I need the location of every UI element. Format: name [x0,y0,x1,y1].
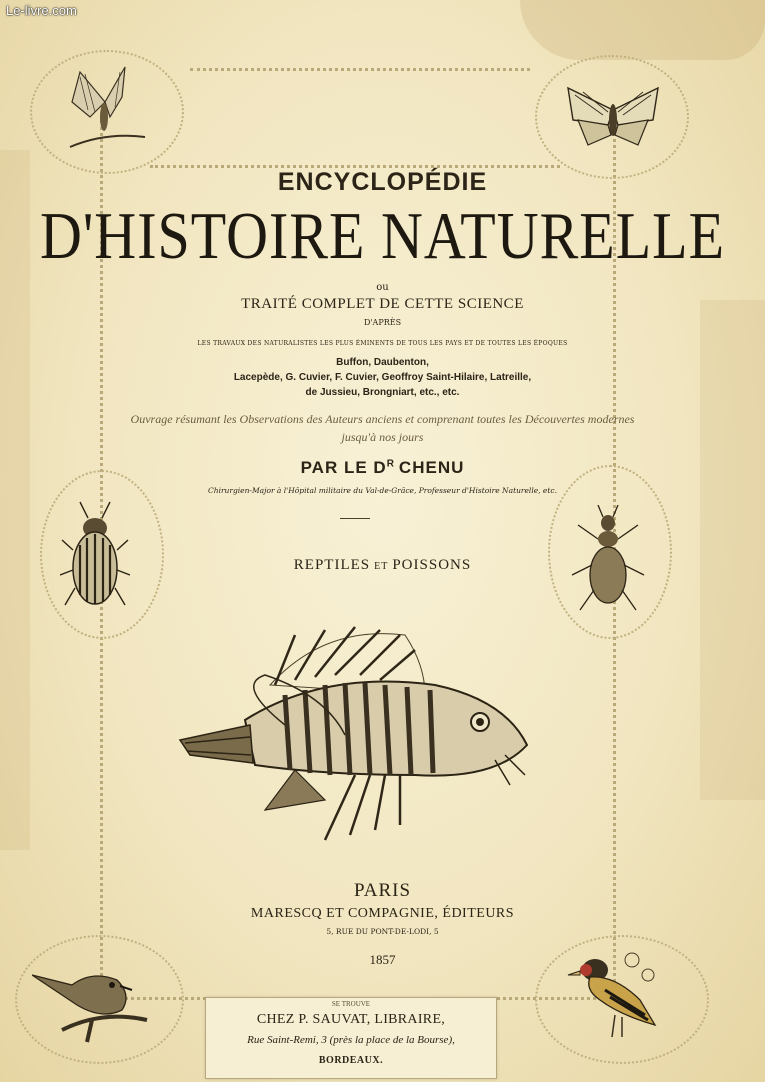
ouvrage-line-2: jusqu'à nos jours [341,430,424,444]
lionfish-icon [175,625,535,845]
bookseller-city: BORDEAUX. [318,1055,384,1066]
watermark: Le-livre.com [6,3,77,18]
author-line [0,458,765,478]
travaux-line: LES TRAVAUX DES NATURALISTES LES PLUS ÉMINENTS DE TOUS LES PAYS ET DE TOUTES LES ÉPOQUES [197,340,568,347]
author-sup: R [386,458,395,470]
paper-stain [520,0,765,60]
bookseller-label [205,997,497,1079]
subtitle: TRAITÉ COMPLET DE CETTE SCIENCE [241,296,524,312]
butterfly-icon [60,62,150,157]
author-title: Chirurgien-Major à l'Hôpital militaire du Val-de-Grâce, Professeur d'Histoire Naturelle, etc. [208,486,557,495]
volume-conjunction: ET [374,561,389,572]
dotted-border-top [190,68,530,71]
separator [340,518,370,519]
ouvrage-line: Ouvrage résumant les Observations des Auteurs anciens et comprenant toutes les Découvertes modernes [130,412,635,426]
volume-word: POISSONS [392,557,472,573]
bookseller-name: CHEZ P. SAUVAT, LIBRAIRE, [256,1012,446,1027]
label-heading: SE TROUVE [331,1000,371,1008]
main-title: D'HISTOIRE NATURELLE [39,198,726,273]
publisher-address: 5, RUE DU PONT-DE-LODI, 5 [326,927,439,936]
place: PARIS [353,880,412,901]
moth-icon [563,80,663,150]
bookseller-address: Rue Saint-Remi, 3 (près la place de la Bourse), [247,1034,455,1046]
year: 1857 [369,952,396,967]
naturalist-names-line: Buffon, Daubenton, [336,357,429,368]
naturalist-names-line: Lacepède, G. Cuvier, F. Cuvier, Geoffroy Saint-Hilaire, Latreille, [233,372,532,383]
author-prefix: PAR LE D [300,458,387,477]
title-top: ENCYCLOPÉDIE [277,168,488,196]
dapres-line: D'APRÈS [363,318,402,327]
naturalist-names-line: de Jussieu, Brongniart, etc., etc. [305,387,460,398]
volume-title [0,557,765,574]
volume-word: REPTILES [293,557,371,573]
conjunction-ou: ou [376,282,389,293]
publisher: MARESCQ ET COMPAGNIE, ÉDITEURS [250,906,515,921]
author-name: CHENU [398,458,465,477]
